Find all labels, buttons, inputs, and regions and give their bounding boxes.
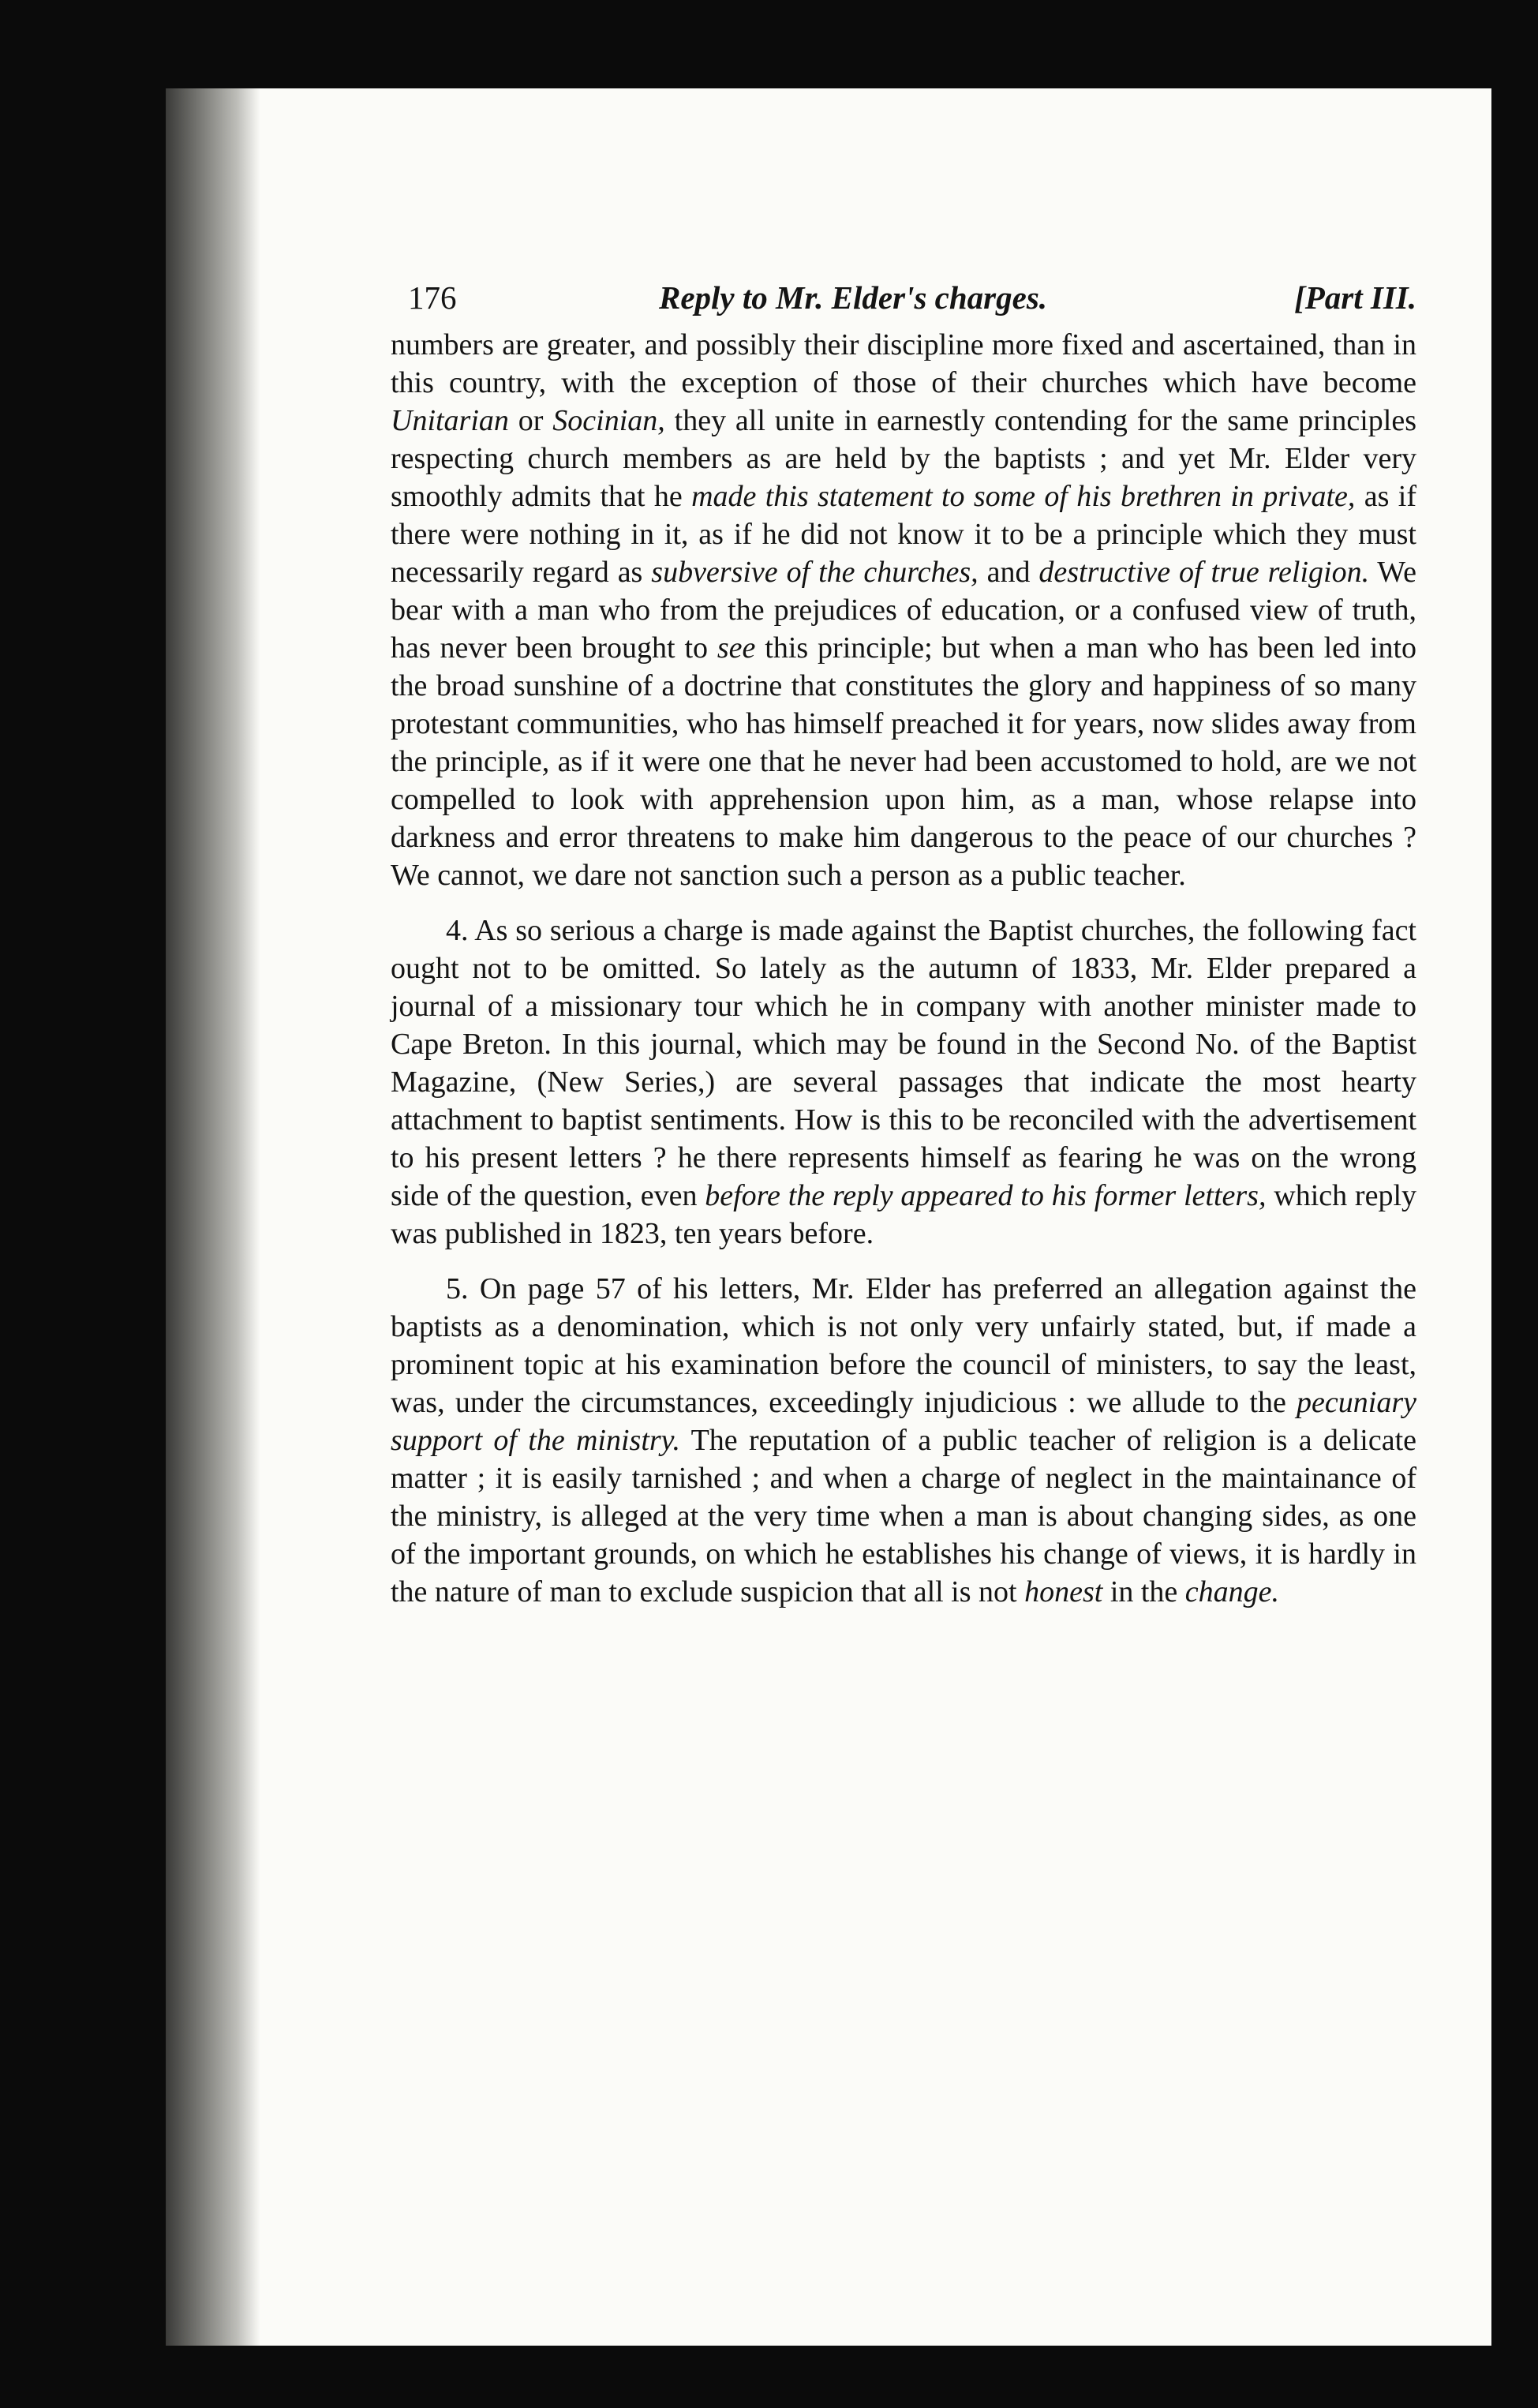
text-run: We bear with a man who from the prejudices of education, or a confused view of truth, has never been brought to — [391, 556, 1417, 665]
italic-text-run: pecuniary support of the ministry. — [391, 1386, 1416, 1457]
italic-text-run: before the reply appeared to his former letters, — [705, 1179, 1267, 1212]
text-run: they all unite in earnestly contending for the same principles respecting church members as are held by the baptists ; and yet Mr. Elder very smoothly admits that he — [391, 404, 1417, 513]
running-head — [391, 272, 1416, 321]
text-run: numbers are greater, and possibly their discipline more fixed and ascertained, than in this country, with the exception of those of their churches which have become — [391, 328, 1416, 399]
binding-shadow — [166, 88, 260, 2346]
page-number: 176 — [408, 279, 457, 316]
paragraph-continued — [391, 326, 1416, 894]
part-label: [Part III. — [1294, 279, 1416, 316]
italic-text-run: honest — [1024, 1575, 1103, 1608]
text-run: The reputation of a public teacher of religion is a delicate matter ; it is easily tarnished ; and when a charge of neglect in the maintainance of the ministry, is alleged at the very time when a man is about changing sides, as one of the important grounds, on which he establishes his change of views, it is hardly in the nature of man to exclude suspicion that all is not — [391, 1424, 1417, 1608]
italic-text-run: Unitarian — [391, 404, 509, 437]
text-run: and — [978, 556, 1039, 589]
italic-text-run: destructive of true religion. — [1038, 556, 1370, 589]
italic-text-run: made this statement to some of his brethren in private, — [691, 480, 1356, 513]
italic-text-run: see — [717, 631, 756, 665]
text-run: 4. As so serious a charge is made against the Baptist churches, the following fact ought not to be omitted. So lately as the autumn of 1833, Mr. Elder prepared a journal of a missionary tour which he in company with another minister made to Cape Breton. In this journal, which may be found in the Second No. of the Baptist Magazine, (New Series,) are several passages that indicate the most hearty attachment to baptist sentiments. How is this to be reconciled with the advertisement to his present letters ? he there represents himself as fearing he was on the wrong side of the question, even — [391, 914, 1416, 1212]
paragraph-point-4 — [391, 912, 1416, 1253]
paragraph-point-5 — [391, 1270, 1416, 1611]
text-run: as if there were nothing in it, as if he did not know it to be a principle which they must necessarily regard as — [391, 480, 1416, 589]
text-run: this principle; but when a man who has been led into the broad sunshine of a doctrine that constitutes the glory and happiness of so many protestant communities, who has himself preached it for years, now slides away from the principle, as if it were one that he never had been accustomed to hold, are we not compelled to look with apprehension upon him, as a man, whose relapse into darkness and error threatens to make him dangerous to the peace of our churches ? We cannot, we dare not sanction such a person as a public teacher. — [391, 631, 1417, 892]
page-content — [391, 272, 1416, 1611]
text-run: in the — [1102, 1575, 1185, 1608]
italic-text-run: change. — [1184, 1575, 1280, 1608]
text-run: 5. On page 57 of his letters, Mr. Elder has preferred an allegation against the baptists as a denomination, which is not only very unfairly stated, but, if made a prominent topic at his examination before the council of ministers, to say the least, was, under the circumstances, exceedingly injudicious : we allude to the — [391, 1272, 1416, 1419]
text-run: or — [508, 404, 553, 437]
italic-text-run: Socinian, — [552, 404, 665, 437]
body-text — [391, 326, 1416, 1611]
text-run: which reply was published in 1823, ten years before. — [391, 1179, 1417, 1250]
italic-text-run: subversive of the churches, — [651, 556, 979, 589]
running-title: Reply to Mr. Elder's charges. — [659, 279, 1048, 316]
